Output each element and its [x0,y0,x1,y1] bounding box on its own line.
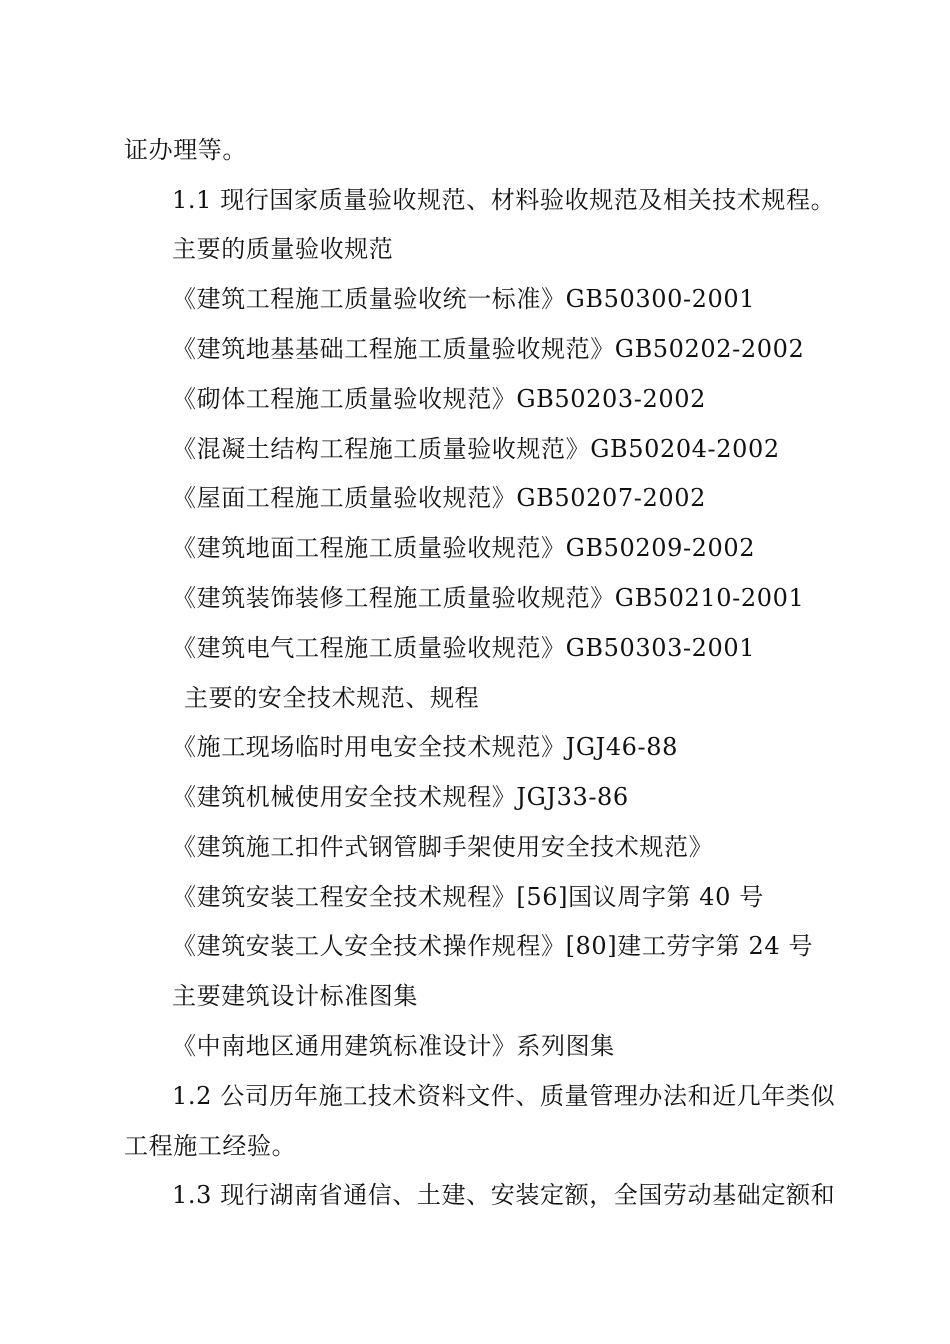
safety-standard-item: 《建筑施工扣件式钢管脚手架使用安全技术规范》 [172,833,714,861]
safety-standard-item: 《建筑机械使用安全技术规程》JGJ33-86 [172,783,629,811]
subheading-quality-standards: 主要的质量验收规范 [172,235,394,263]
standard-item: 《建筑装饰装修工程施工质量验收规范》GB50210-2001 [172,584,805,612]
text-line-continuation: 证办理等。 [124,136,247,164]
safety-standard-item: 《建筑安装工人安全技术操作规程》[80]建工劳字第 24 号 [172,932,814,960]
standard-item: 《砌体工程施工质量验收规范》GB50203-2002 [172,385,706,413]
safety-standard-item: 《建筑安装工程安全技术规程》[56]国议周字第 40 号 [172,883,764,911]
standard-item: 《建筑地基基础工程施工质量验收规范》GB50202-2002 [172,335,805,363]
safety-standard-item: 《施工现场临时用电安全技术规范》JGJ46-88 [172,733,679,761]
standard-item: 《建筑电气工程施工质量验收规范》GB50303-2001 [172,634,756,662]
standard-item: 《混凝土结构工程施工质量验收规范》GB50204-2002 [172,435,780,463]
section-heading-1-1: 1.1 现行国家质量验收规范、材料验收规范及相关技术规程。 [172,186,836,214]
section-heading-1-3: 1.3 现行湖南省通信、土建、安装定额，全国劳动基础定额和 [172,1181,836,1209]
subheading-design-atlas: 主要建筑设计标准图集 [172,982,418,1010]
design-atlas-item: 《中南地区通用建筑标准设计》系列图集 [172,1032,615,1060]
standard-item: 《屋面工程施工质量验收规范》GB50207-2002 [172,484,706,512]
text-line-continuation: 工程施工经验。 [124,1132,297,1160]
standard-item: 《建筑地面工程施工质量验收规范》GB50209-2002 [172,534,756,562]
subheading-safety-standards: 主要的安全技术规范、规程 [184,684,480,712]
standard-item: 《建筑工程施工质量验收统一标准》GB50300-2001 [172,285,756,313]
section-heading-1-2: 1.2 公司历年施工技术资料文件、质量管理办法和近几年类似 [172,1082,836,1110]
